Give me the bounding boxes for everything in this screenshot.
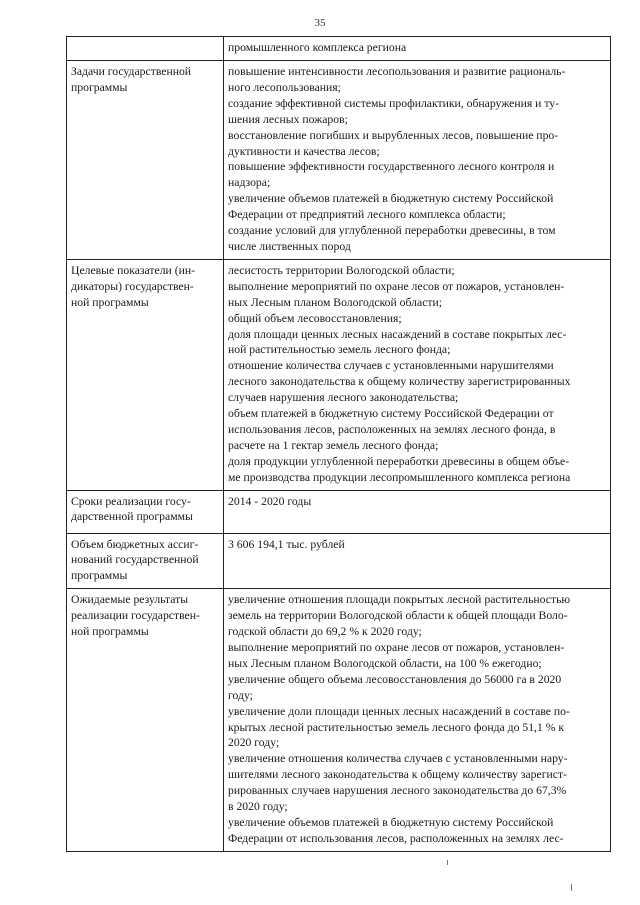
label-line: дарственной программы xyxy=(71,510,193,524)
row-content xyxy=(224,61,611,260)
row-label xyxy=(67,589,224,852)
content-line: рированных случаев нарушения лесного законодательства до 67,3% xyxy=(228,784,567,798)
page-number: 35 xyxy=(314,17,326,29)
row-content xyxy=(224,37,611,61)
content-line: ме производства продукции лесопромышленного комплекса региона xyxy=(228,470,571,484)
content-line: увеличение объемов платежей в бюджетную систему Российской xyxy=(228,815,554,829)
content-line: увеличение отношения площади покрытых лесной растительностью xyxy=(228,593,571,607)
content-line: повышение эффективности государственного лесного контроля и xyxy=(228,160,555,174)
content-line: повышение интенсивности лесопользования и развитие рациональ- xyxy=(228,65,566,78)
label-line: Задачи государственной xyxy=(71,65,192,78)
row-content xyxy=(224,490,611,533)
content-line: ного лесопользования; xyxy=(228,80,341,94)
content-line: общий объем лесовосстановления; xyxy=(228,311,402,325)
label-line: программы xyxy=(71,80,128,94)
content-line: шителями лесного законодательства к общему количеству зарегист- xyxy=(228,768,567,782)
content-line: создание эффективной системы профилактики, обнаружения и ту- xyxy=(228,96,560,110)
content-line: доля площади ценных лесных насаждений в составе покрытых лес- xyxy=(228,327,567,341)
row-content xyxy=(224,533,611,589)
content-line: Федерации от предприятий лесного комплекса области; xyxy=(228,208,506,222)
content-line: использования лесов, расположенных на землях лесного фонда, в xyxy=(228,422,556,436)
content-line: земель на территории Вологодской области к общей площади Воло- xyxy=(228,609,568,623)
content-line: увеличение отношения количества случаев с установленными нару- xyxy=(228,752,568,766)
content-line: дуктивности и качества лесов; xyxy=(228,144,380,158)
content-line: увеличение доли площади ценных лесных насаждений в составе по- xyxy=(228,704,570,718)
content-line: увеличение объемов платежей в бюджетную систему Российской xyxy=(228,192,554,206)
label-line: ной программы xyxy=(71,625,149,639)
label-line: Сроки реализации госу- xyxy=(71,494,191,508)
table-row xyxy=(67,490,611,533)
label-line: Целевые показатели (ин- xyxy=(71,263,196,277)
row-content xyxy=(224,259,611,490)
content-line: увеличение общего объема лесовосстановления до 56000 га в 2020 xyxy=(228,672,562,686)
content-line: надзора; xyxy=(228,176,271,190)
content-line: 2014 - 2020 годы xyxy=(228,494,312,508)
label-line: ной программы xyxy=(71,295,149,309)
content-line: шения лесных пожаров; xyxy=(228,112,348,126)
content-line: восстановление погибших и вырубленных лесов, повышение про- xyxy=(228,128,559,142)
label-line: дикаторы) государствен- xyxy=(71,279,194,293)
label-line: реализации государствен- xyxy=(71,609,200,623)
row-label xyxy=(67,37,224,61)
table-row xyxy=(67,259,611,490)
row-label xyxy=(67,61,224,260)
label-line: программы xyxy=(71,569,128,583)
label-line: Объем бюджетных ассиг- xyxy=(71,537,199,551)
content-line: выполнение мероприятий по охране лесов от пожаров, установлен- xyxy=(228,641,565,654)
content-line: доля продукции углубленной переработки древесины в общем объе- xyxy=(228,454,570,468)
content-line: в 2020 году; xyxy=(228,800,288,814)
row-label xyxy=(67,490,224,533)
content-line: отношение количества случаев с установленными нарушителями xyxy=(228,359,554,373)
content-line: лесистость территории Вологодской области; xyxy=(228,263,455,277)
label-line: Ожидаемые результаты xyxy=(71,593,189,607)
content-line: 3 606 194,1 тыс. рублей xyxy=(228,537,345,551)
content-line: Федерации от использования лесов, расположенных на землях лес- xyxy=(228,831,564,845)
scan-mark xyxy=(571,884,572,891)
content-line: случаев нарушения лесного законодательства; xyxy=(228,391,459,405)
content-line: выполнение мероприятий по охране лесов от пожаров, установлен- xyxy=(228,279,565,293)
content-line: расчете на 1 гектар земель лесного фонда; xyxy=(228,438,439,452)
label-line: нований государственной xyxy=(71,553,199,567)
content-line: ных Лесным планом Вологодской области; xyxy=(228,295,443,309)
table-row xyxy=(67,533,611,589)
content-line: лесного законодательства к общему количеству зарегистрированных xyxy=(228,375,571,389)
row-label xyxy=(67,259,224,490)
scan-mark xyxy=(447,860,448,865)
row-label xyxy=(67,533,224,589)
content-line: ной растительностью земель лесного фонда; xyxy=(228,343,451,357)
table-row xyxy=(67,61,611,260)
content-line: крытых лесной растительностью земель лесного фонда до 51,1 % к xyxy=(228,720,565,734)
content-line: годской области до 69,2 % к 2020 году; xyxy=(228,625,422,639)
content-line: создание условий для углубленной переработки древесины, в том xyxy=(228,224,556,238)
content-line: 2020 году; xyxy=(228,736,280,750)
content-line: объем платежей в бюджетную систему Российской Федерации от xyxy=(228,407,554,421)
program-passport-table xyxy=(66,36,611,852)
content-line: промышленного комплекса региона xyxy=(228,41,407,54)
row-content xyxy=(224,589,611,852)
table-row xyxy=(67,37,611,61)
content-line: ных Лесным планом Вологодской области, на 100 % ежегодно; xyxy=(228,656,542,670)
content-line: году; xyxy=(228,688,253,702)
table-row xyxy=(67,589,611,852)
content-line: числе лиственных пород xyxy=(228,239,351,253)
